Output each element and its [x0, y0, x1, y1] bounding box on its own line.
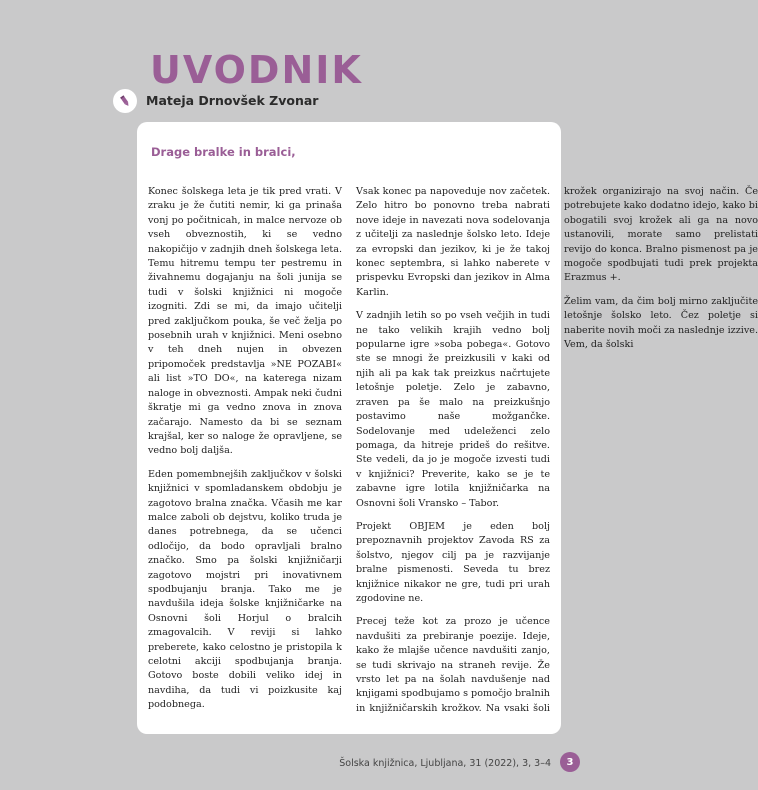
article-paragraph: Precej teže kot za prozo je učence navdušiti za prebiranje poezije. Ideje, kako že mlajše učence navdušiti zanjo, se tudi skrivajo na straneh revije. Že vrsto let pa na šolah navdušenje nad knjigami spodbujamo s pomočjo bralnih in knjižničarskih krožkov. Na vsaki šoli krožek organizirajo na svoj način. Če potrebujete kako dodatno idejo, kako bi obogatili svoj krožek ali ga na novo ustanovili, morate samo prelistati revijo do konca. Bralno pismenost pa je mogoče spodbujati tudi prek projekta Erazmus +.: [356, 186, 758, 714]
article-paragraph: Eden pomembnejših zaključkov v šolski knjižnici v spomladanskem obdobju je zagotovo bralna značka. Včasih me kar malce zaboli ob dejstvu, koliko truda je danes potrebnega, da se učenci odločijo, da bodo opravljali bralno značko. Smo pa šolski knjižničarji zagotovo mojstri pri inovativnem spodbujanju branja. Tako me je navdušila ideja šolske knjižničarke na Osnovni šoli Horjul o bralcih zmagovalcih. V reviji si lahko preberete, kako celostno je pristopila k celotni akciji spodbujanja branja. Gotovo boste dobili veliko idej in navdiha, da tudi vi poizkusite kaj podobnega.: [148, 468, 342, 711]
pencil-icon: [113, 89, 137, 113]
page-title: UVODNIK: [150, 48, 363, 92]
article-paragraph: Projekt OBJEM je eden bolj prepoznavnih projektov Zavoda RS za šolstvo, njegov cilj pa je razvijanje bralne pismenosti. Seveda tu brez knjižnice nikakor ne gre, tudi pri urah zgodovine ne.: [356, 520, 550, 604]
journal-citation: Šolska knjižnica, Ljubljana, 31 (2022), 3, 3–4: [339, 758, 551, 769]
page-number-badge: 3: [560, 752, 580, 772]
article-greeting: Drage bralke in bralci,: [151, 145, 296, 159]
article-card: [137, 122, 758, 734]
article-paragraph: V zadnjih letih so po vseh večjih in tudi ne tako velikih krajih vedno bolj popularne igre »soba pobega«. Gotovo ste se mnogi že preizkusili v kaki od njih ali pa kak tak preizkus načrtujete letošnje poletje. Zelo je zabavno, zraven pa še malo na preizkušnjo postavimo naše možgančke. Sodelovanje med udeleženci zelo pomaga, da hitreje prideš do rešitve. Ste vedeli, da jo je mogoče izvesti tudi v knjižnici? Preverite, kako se je te zabavne igre lotila knjižničarka na Osnovni šoli Vransko – Tabor.: [356, 310, 550, 509]
article-paragraph: Želim vam, da čim bolj mirno zaključite letošnje šolsko leto. Čez poletje si naberite novih moči za naslednje izzive. Vem, da šolski: [564, 295, 758, 351]
article-paragraph: Vsak konec pa napoveduje nov začetek. Zelo hitro bo ponovno treba nabrati nove ideje in navezati nova sodelovanja z učitelji za naslednje šolsko leto. Ideje za evropski dan jezikov, ki je že takoj konec septembra, si lahko naberete v prispevku Evropski dan jezikov in Alma Karlin.: [356, 186, 550, 298]
author-name: Mateja Drnovšek Zvonar: [146, 93, 319, 108]
article-body: [148, 185, 758, 725]
article-paragraph: Konec šolskega leta je tik pred vrati. V zraku je že čutiti nemir, ki ga prinaša vonj po počitnicah, in malce nervoze ob vseh obveznostih, ki se vedno nakopičijo v zadnjih dneh šolskega leta. Temu hitremu tempu ter pestremu in živahnemu dogajanju na šoli junija se tudi v šolski knjižnici ni mogoče izogniti. Zdi se mi, da imajo učitelji pred zaključkom pouka, še več želja po posebnih urah v knjižnici. Meni osebno v teh dneh nujen in obvezen pripomoček predstavlja »NE POZABI« ali list »TO DO«, na katerega nizam naloge in obveznosti. Ampak neki čudni škratje mi ga vedno znova in znova začarajo. Namesto da bi se seznam krajšal, ker so naloge že opravljene, se vedno bolj daljša.: [148, 186, 342, 457]
